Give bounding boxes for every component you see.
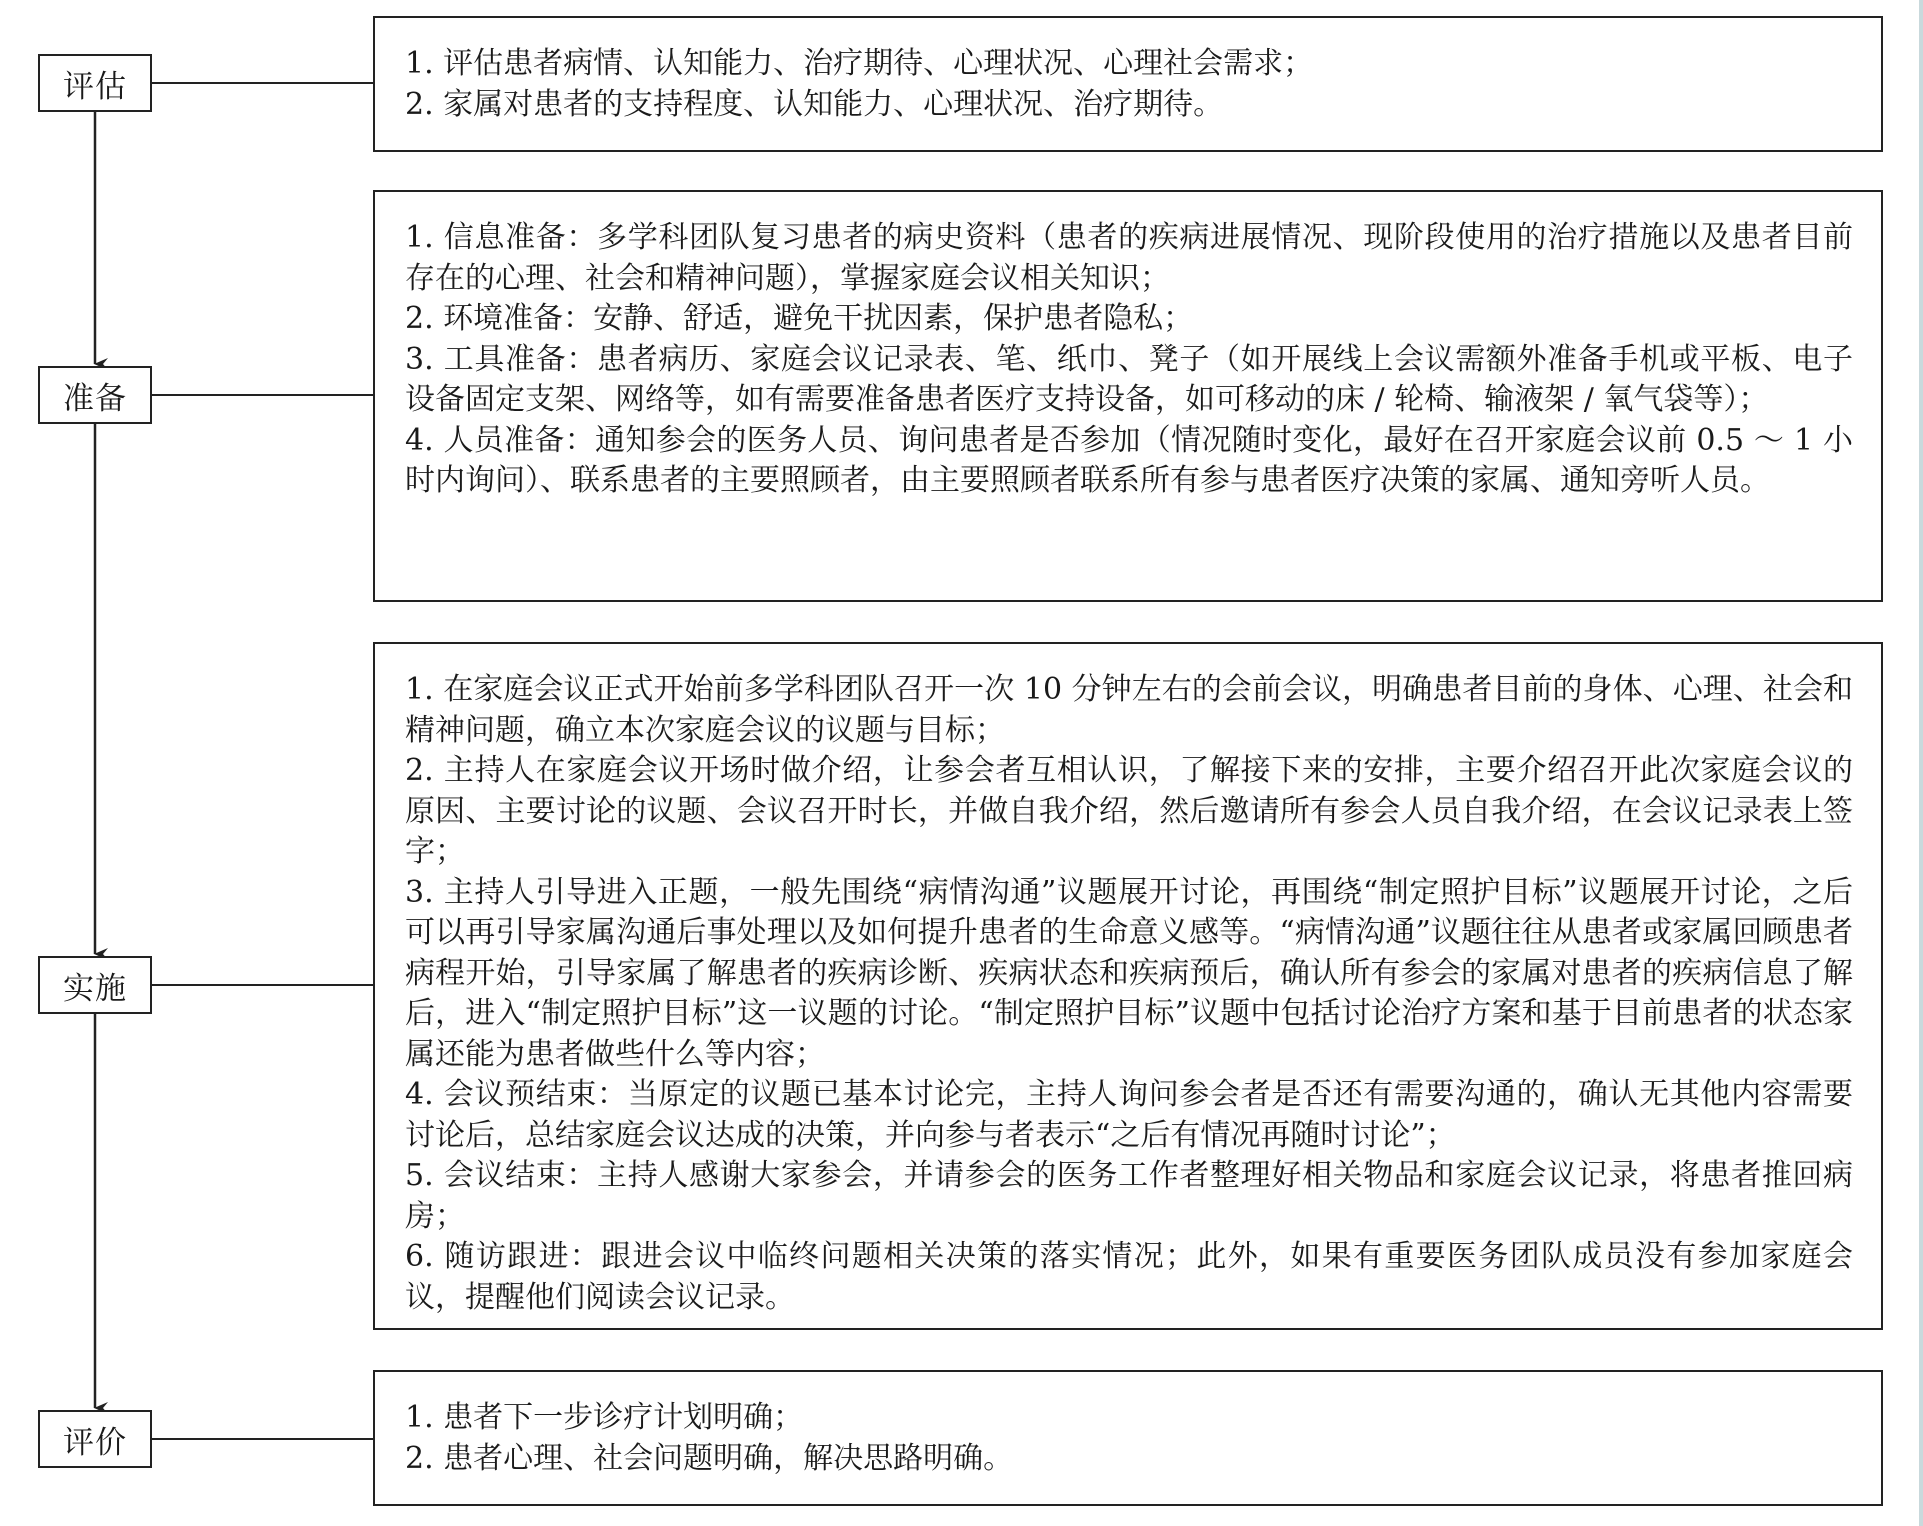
stage-assess-box: 评估 — [38, 54, 152, 112]
list-item: 6. 随访跟进：跟进会议中临终问题相关决策的落实情况；此外，如果有重要医务团队成员没有参加家庭会议，提醒他们阅读会议记录。 — [405, 1239, 1853, 1315]
list-item: 2. 环境准备：安静、舒适，避免干扰因素，保护患者隐私； — [405, 301, 1194, 336]
stage-evaluate-box: 评价 — [38, 1410, 152, 1468]
assess-item-list — [405, 44, 1853, 125]
list-item: 1. 评估患者病情、认知能力、治疗期待、心理状况、心理社会需求； — [405, 46, 1314, 81]
implement-content-box — [373, 642, 1883, 1330]
list-item: 2. 家属对患者的支持程度、认知能力、心理状况、治疗期待。 — [405, 86, 1224, 122]
list-item: 2. 患者心理、社会问题明确，解决思路明确。 — [405, 1440, 1014, 1476]
list-item: 5. 会议结束：主持人感谢大家参会，并请参会的医务工作者整理好相关物品和家庭会议记录，将患者推回病房； — [405, 1158, 1853, 1234]
list-item: 3. 工具准备：患者病历、家庭会议记录表、笔、纸巾、凳子（如开展线上会议需额外准备手机或平板、电子设备固定支架、网络等，如有需要准备患者医疗支持设备，如可移动的床 / 轮椅、输液架 / 氧气袋等）； — [405, 341, 1853, 417]
list-item: 1. 患者下一步诊疗计划明确； — [405, 1400, 804, 1435]
assess-content-box — [373, 16, 1883, 152]
list-item: 1. 信息准备：多学科团队复习患者的病史资料（患者的疾病进展情况、现阶段使用的治疗措施以及患者目前存在的心理、社会和精神问题），掌握家庭会议相关知识； — [405, 220, 1853, 296]
stage-implement-box: 实施 — [38, 956, 152, 1014]
stage-prepare-box: 准备 — [38, 366, 152, 424]
prepare-content-box — [373, 190, 1883, 602]
list-item: 4. 人员准备：通知参会的医务人员、询问患者是否参加（情况随时变化，最好在召开家庭会议前 0.5 ～ 1 小时内询问）、联系患者的主要照顾者，由主要照顾者联系所有参与患者医疗决策的家属、通知旁听人员。 — [405, 422, 1853, 498]
list-item: 1. 在家庭会议正式开始前多学科团队召开一次 10 分钟左右的会前会议，明确患者目前的身体、心理、社会和精神问题，确立本次家庭会议的议题与目标； — [405, 672, 1853, 748]
list-item: 3. 主持人引导进入正题，一般先围绕“病情沟通”议题展开讨论，再围绕“制定照护目标”议题展开讨论，之后可以再引导家属沟通后事处理以及如何提升患者的生命意义感等。“病情沟通”议题往往从患者或家属回顾患者病程开始，引导家属了解患者的疾病诊断、疾病状态和疾病预后，确认所有参会的家属对患者的疾病信息了解后，进入“制定照护目标”这一议题的讨论。“制定照护目标”议题中包括讨论治疗方案和基于目前患者的状态家属还能为患者做些什么等内容； — [405, 874, 1853, 1072]
prepare-item-list — [405, 218, 1853, 502]
list-item: 4. 会议预结束：当原定的议题已基本讨论完，主持人询问参会者是否还有需要沟通的，确认无其他内容需要讨论后，总结家庭会议达成的决策，并向参与者表示“之后有情况再随时讨论”； — [405, 1077, 1853, 1153]
implement-item-list — [405, 670, 1853, 1318]
evaluate-content-box — [373, 1370, 1883, 1506]
evaluate-item-list — [405, 1398, 1853, 1479]
list-item: 2. 主持人在家庭会议开场时做介绍，让参会者互相认识，了解接下来的安排，主要介绍召开此次家庭会议的原因、主要讨论的议题、会议召开时长，并做自我介绍，然后邀请所有参会人员自我介绍，在会议记录表上签字； — [405, 753, 1853, 869]
